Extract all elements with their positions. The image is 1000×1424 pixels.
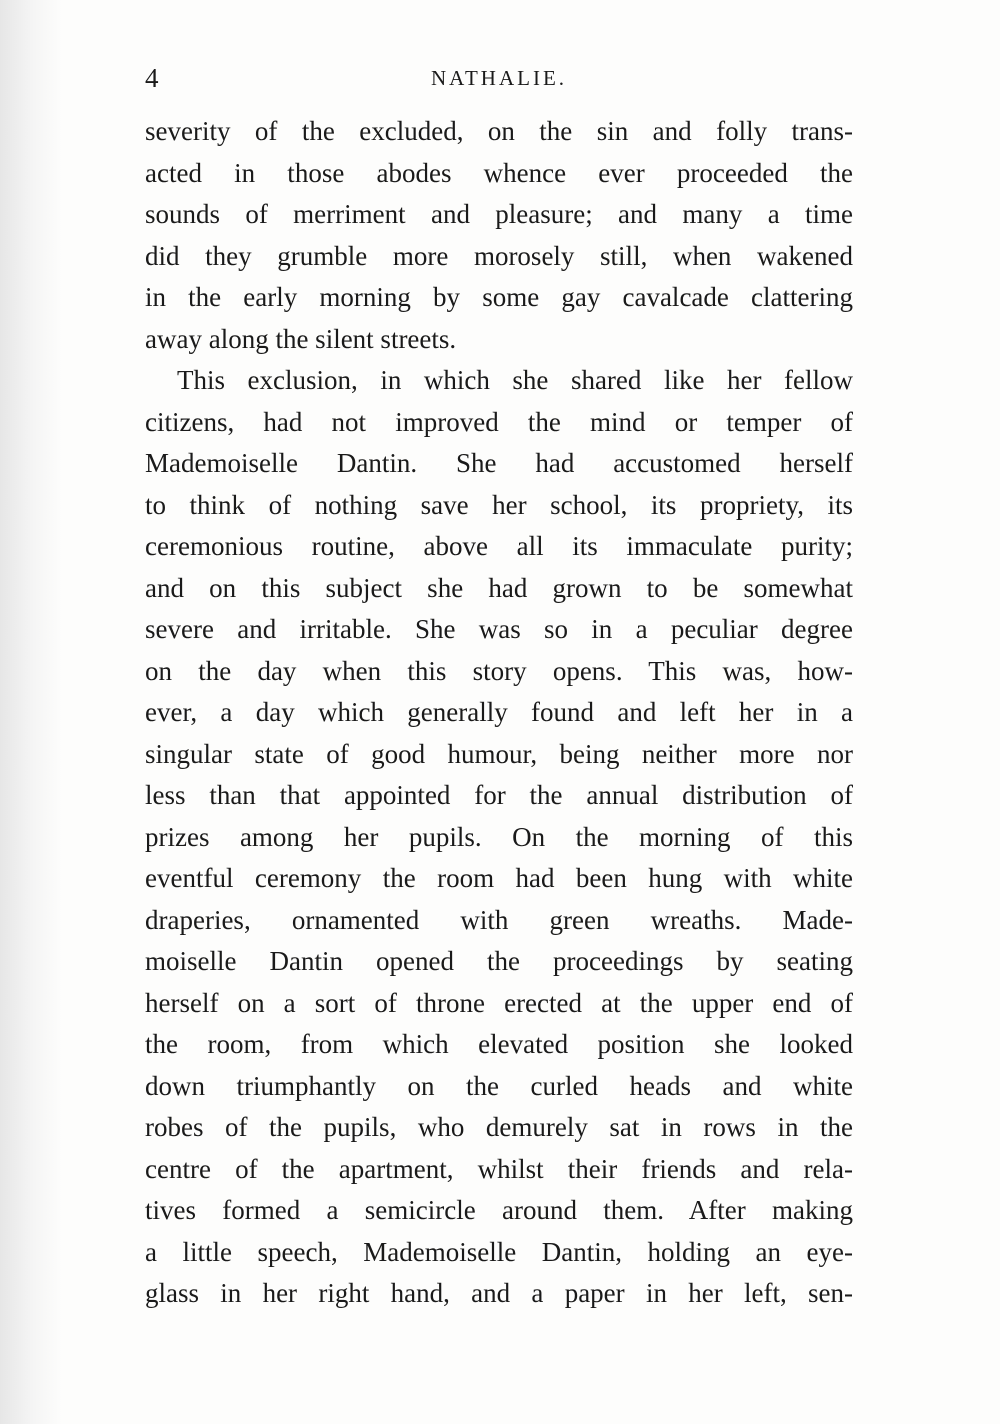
page-number: 4 <box>145 63 159 93</box>
text-line: a little speech, Mademoiselle Dantin, holding an eye- <box>145 1236 853 1267</box>
text-line: prizes among her pupils. On the morning of this <box>145 821 853 852</box>
text-line: and on this subject she had grown to be somewhat <box>145 572 853 603</box>
page-gutter-shadow <box>0 0 62 1424</box>
running-title: NATHALIE. <box>430 66 568 90</box>
text-line: centre of the apartment, whilst their friends and rela- <box>145 1153 853 1184</box>
text-line: to think of nothing save her school, its propriety, its <box>145 489 853 520</box>
text-line: the room, from which elevated position she looked <box>145 1029 853 1059</box>
text-line: This exclusion, in which she shared like her fellow <box>177 365 853 395</box>
text-line: in the early morning by some gay cavalcade clattering <box>145 282 853 312</box>
body-text <box>145 111 853 1315</box>
text-line: severe and irritable. She was so in a peculiar degree <box>145 614 853 644</box>
text-line: citizens, had not improved the mind or temper of <box>145 406 853 437</box>
text-line: did they grumble more morosely still, when wakened <box>145 240 853 271</box>
text-line: down triumphantly on the curled heads and white <box>145 1070 853 1101</box>
text-line: tives formed a semicircle around them. After making <box>145 1195 853 1225</box>
text-line: ever, a day which generally found and left her in a <box>145 697 853 727</box>
text-line: ceremonious routine, above all its immaculate purity; <box>145 531 853 561</box>
text-line: robes of the pupils, who demurely sat in rows in the <box>145 1112 853 1142</box>
text-line: herself on a sort of throne erected at the upper end of <box>145 987 853 1018</box>
text-line: severity of the excluded, on the sin and folly trans- <box>145 116 853 146</box>
text-line: Mademoiselle Dantin. She had accustomed herself <box>145 448 853 478</box>
text-line: on the day when this story opens. This was, how- <box>145 655 853 686</box>
running-head <box>145 58 853 98</box>
text-line: acted in those abodes whence ever proceeded the <box>145 157 853 188</box>
text-line: singular state of good humour, being neither more nor <box>145 738 853 769</box>
text-line: away along the silent streets. <box>145 323 457 354</box>
text-line: sounds of merriment and pleasure; and many a time <box>145 199 853 229</box>
text-line: glass in her right hand, and a paper in her left, sen- <box>145 1278 853 1308</box>
text-line: eventful ceremony the room had been hung with white <box>145 863 853 893</box>
text-line: moiselle Dantin opened the proceedings by seating <box>145 946 853 976</box>
text-line: less than that appointed for the annual distribution of <box>145 780 853 810</box>
text-line: draperies, ornamented with green wreaths. Made- <box>145 904 853 935</box>
